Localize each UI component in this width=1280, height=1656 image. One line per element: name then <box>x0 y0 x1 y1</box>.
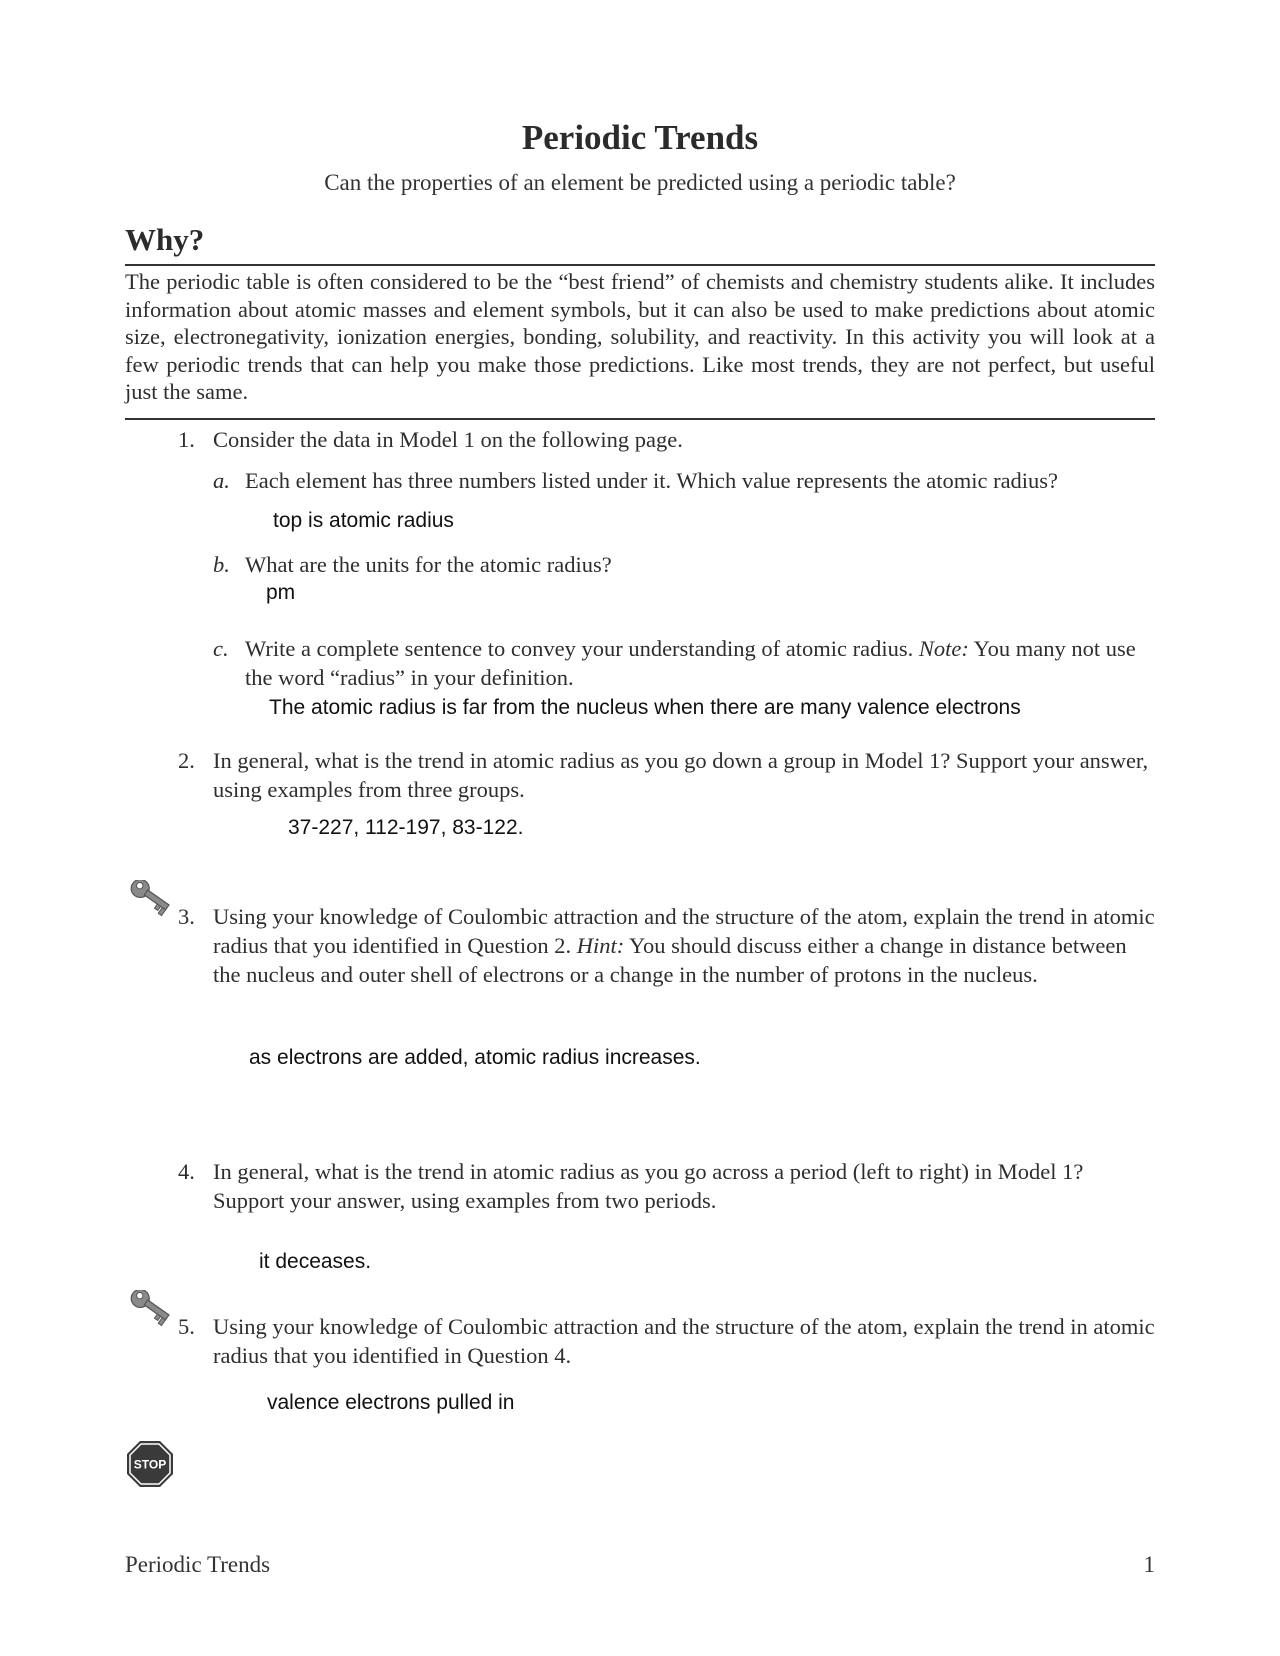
question-1c-note-label: Note: <box>918 636 969 661</box>
question-4-text: In general, what is the trend in atomic radius as you go across a period (left to right) in Model 1? Support your answer, using examples from two periods. <box>213 1159 1084 1213</box>
why-top-rule <box>125 264 1155 266</box>
why-heading: Why? <box>125 222 205 257</box>
question-1c-text-before: Write a complete sentence to convey your understanding of atomic radius. <box>245 636 919 661</box>
question-4-answer[interactable]: it deceases. <box>259 1250 372 1273</box>
page-number: 1 <box>1143 1552 1155 1577</box>
question-2-number: 2. <box>178 748 195 773</box>
why-paragraph: The periodic table is often considered to be the “best friend” of chemists and chemistry students alike. It includes information about atomic masses and element symbols, but it can also be used to make predictions about atomic size, electronegativity, ionization energies, bonding, solubility, and reactivity. In this activity you will look at a few periodic trends that can help you make those predictions. Like most trends, they are not perfect, but useful just the same. <box>125 269 1155 404</box>
stop-sign-icon <box>126 1440 174 1493</box>
key-icon-graphic <box>124 880 172 920</box>
question-1-text: Consider the data in Model 1 on the following page. <box>213 427 683 452</box>
question-5-text: Using your knowledge of Coulombic attraction and the structure of the atom, explain the trend in atomic radius that you identified in Question 4. <box>213 1314 1155 1368</box>
question-1c-answer[interactable]: The atomic radius is far from the nucleus when there are many valence electrons <box>269 696 1021 719</box>
question-1a-letter: a. <box>213 468 230 493</box>
question-3-text-before: Using your knowledge of Coulombic attraction and the structure of the atom, explain the trend in atomic radius that you identified in Question 2. <box>213 904 1155 958</box>
question-1a-text: Each element has three numbers listed under it. Which value represents the atomic radius? <box>245 468 1059 493</box>
question-2-text: In general, what is the trend in atomic radius as you go down a group in Model 1? Support your answer, using examples from three groups. <box>213 748 1149 802</box>
why-bottom-rule <box>125 418 1155 420</box>
footer-title: Periodic Trends <box>125 1552 271 1577</box>
question-3-number: 3. <box>178 904 195 929</box>
question-3-answer[interactable]: as electrons are added, atomic radius increases. <box>249 1046 701 1069</box>
stop-sign-label: STOP <box>133 1457 167 1472</box>
question-3-text <box>213 902 1158 989</box>
question-1b-text: What are the units for the atomic radius? <box>245 552 612 577</box>
question-1c-text-after: You many not use the word “radius” in your definition. <box>245 636 1136 690</box>
question-1-number: 1. <box>178 427 195 452</box>
key-icon <box>124 1290 172 1335</box>
stop-sign-graphic <box>126 1440 174 1488</box>
question-1b-letter: b. <box>213 552 230 577</box>
question-3-text-after: You should discuss either a change in distance between the nucleus and outer shell of electrons or a change in the number of protons in the nucleus. <box>213 933 1127 987</box>
question-5-answer[interactable]: valence electrons pulled in <box>267 1391 515 1414</box>
question-4-number: 4. <box>178 1159 195 1184</box>
question-1c-text <box>245 634 1145 692</box>
question-5-number: 5. <box>178 1314 195 1339</box>
question-2-answer[interactable]: 37-227, 112-197, 83-122. <box>288 816 524 839</box>
question-1b-answer[interactable]: pm <box>266 581 296 604</box>
key-icon-graphic <box>124 1290 172 1330</box>
page-subtitle: Can the properties of an element be predicted using a periodic table? <box>324 170 956 195</box>
question-1c-letter: c. <box>213 636 229 661</box>
question-1a-answer[interactable]: top is atomic radius <box>273 509 454 532</box>
page-title: Periodic Trends <box>521 118 759 157</box>
question-3-hint-label: Hint: <box>576 933 625 958</box>
key-icon <box>124 880 172 925</box>
